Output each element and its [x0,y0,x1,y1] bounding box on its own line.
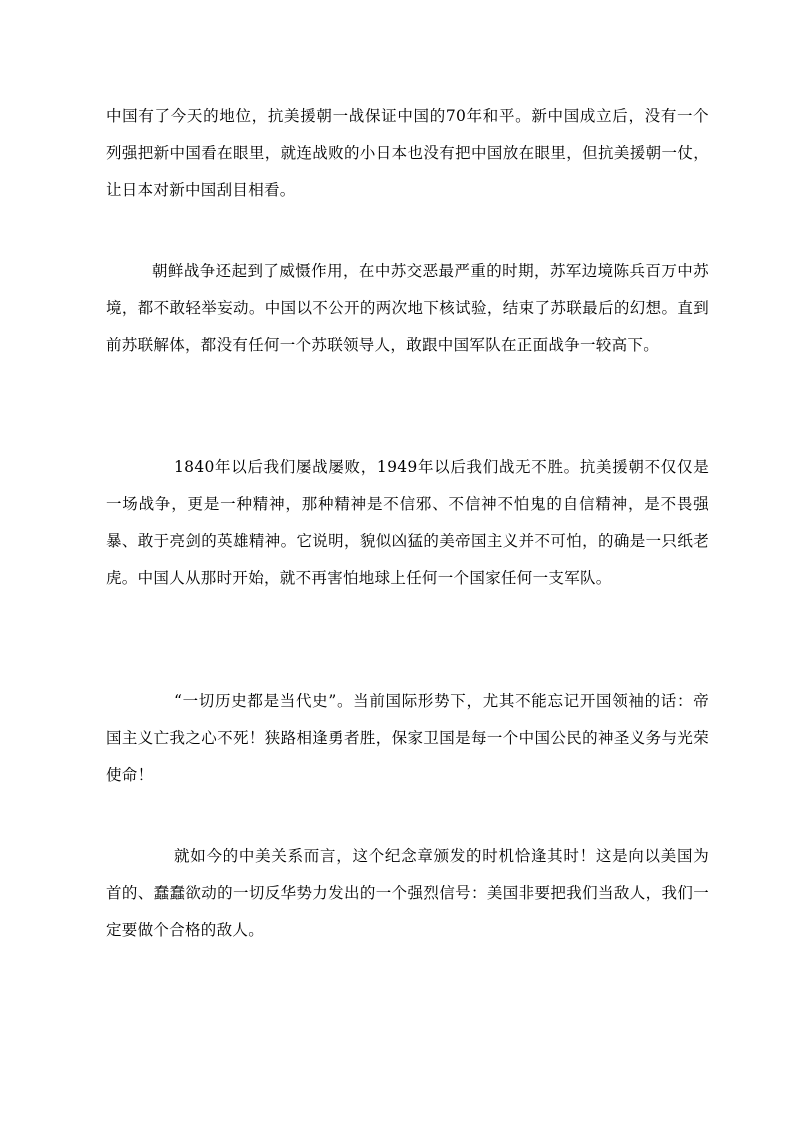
paragraph-2: 朝鲜战争还起到了威慑作用，在中苏交恶最严重的时期，苏军边境陈兵百万中苏境，都不敢轻举妄动。中国以不公开的两次地下核试验，结束了苏联最后的幻想。直到前苏联解体，都没有任何一个苏联领导人，敢跟中国军队在正面战争一较高下。 [106,262,709,354]
paragraph-5: 就如今的中美关系而言，这个纪念章颁发的时机恰逢其时！这是向以美国为首的、蠢蠢欲动的一切反华势力发出的一个强烈信号：美国非要把我们当敌人，我们一定要做个合格的敌人。 [106,847,709,939]
paragraph-1: 中国有了今天的地位，抗美援朝一战保证中国的70年和平。新中国成立后，没有一个列强把新中国看在眼里，就连战败的小日本也没有把中国放在眼里，但抗美援朝一仗，让日本对新中国刮目相看。 [106,107,709,199]
paragraph-4: “一切历史都是当代史”。当前国际形势下，尤其不能忘记开国领袖的话：帝国主义亡我之心不死！狭路相逢勇者胜，保家卫国是每一个中国公民的神圣义务与光荣使命！ [106,692,709,784]
paragraph-3: 1840年以后我们屡战屡败，1949年以后我们战无不胜。抗美援朝不仅仅是一场战争，更是一种精神，那种精神是不信邪、不信神不怕鬼的自信精神，是不畏强暴、敢于亮剑的英雄精神。它说明，貌似凶猛的美帝国主义并不可怕，的确是一只纸老虎。中国人从那时开始，就不再害怕地球上任何一个国家任何一支军队。 [106,458,709,587]
